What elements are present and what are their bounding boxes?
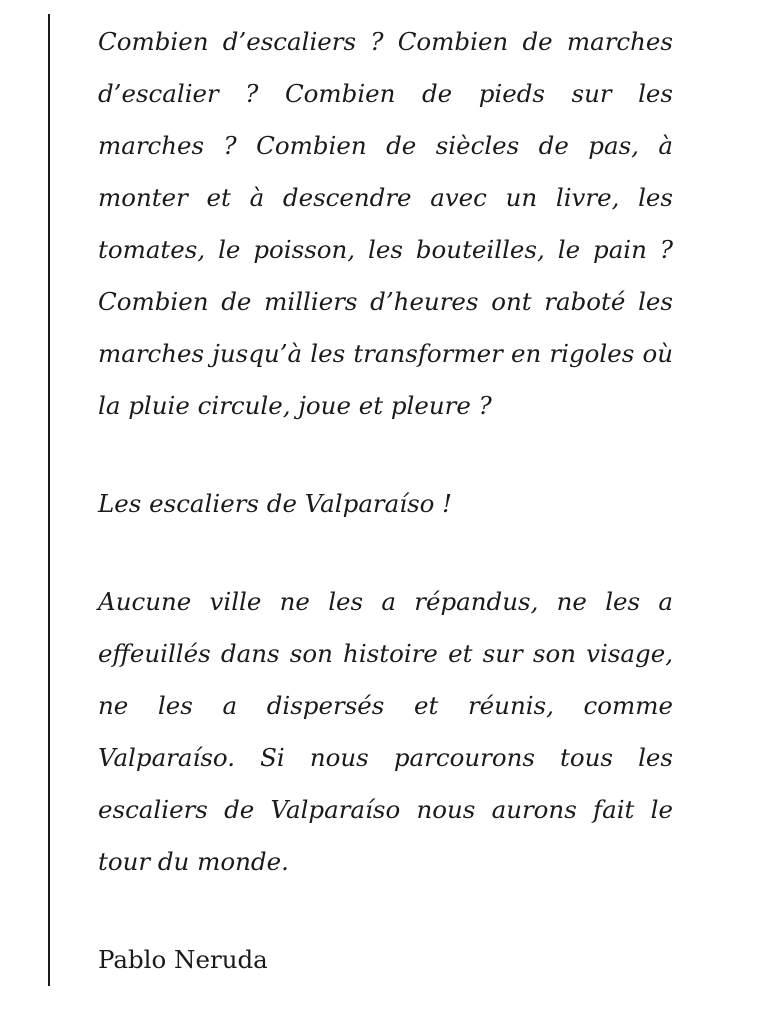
blockquote-border: [48, 14, 50, 986]
quote-paragraph-1: Combien d’escaliers ? Combien de marches d’escalier ? Combien de pieds sur les marches ? Combien de siècles de pas, à monter et à descendre avec un livre, les tomates, le poisson, les bouteilles, le pain ? Combien de milliers d’heures ont raboté les marches jusqu’à les transformer en rigoles où la pluie circule, joue et pleure ?: [98, 27, 673, 420]
quote-paragraph-2: Aucune ville ne les a répandus, ne les a effeuillés dans son histoire et sur son visage, ne les a dispersés et réunis, comme Valparaíso. Si nous parcourons tous les escaliers de Valparaíso nous aurons fait le tour du monde.: [98, 587, 673, 876]
blockquote: [98, 16, 673, 986]
paragraph-spacer: [98, 432, 673, 478]
paragraph-spacer: [98, 888, 673, 934]
quote-exclamation: Les escaliers de Valparaíso !: [98, 489, 453, 518]
paragraph-spacer: [98, 530, 673, 576]
quote-author: Pablo Neruda: [98, 945, 268, 974]
